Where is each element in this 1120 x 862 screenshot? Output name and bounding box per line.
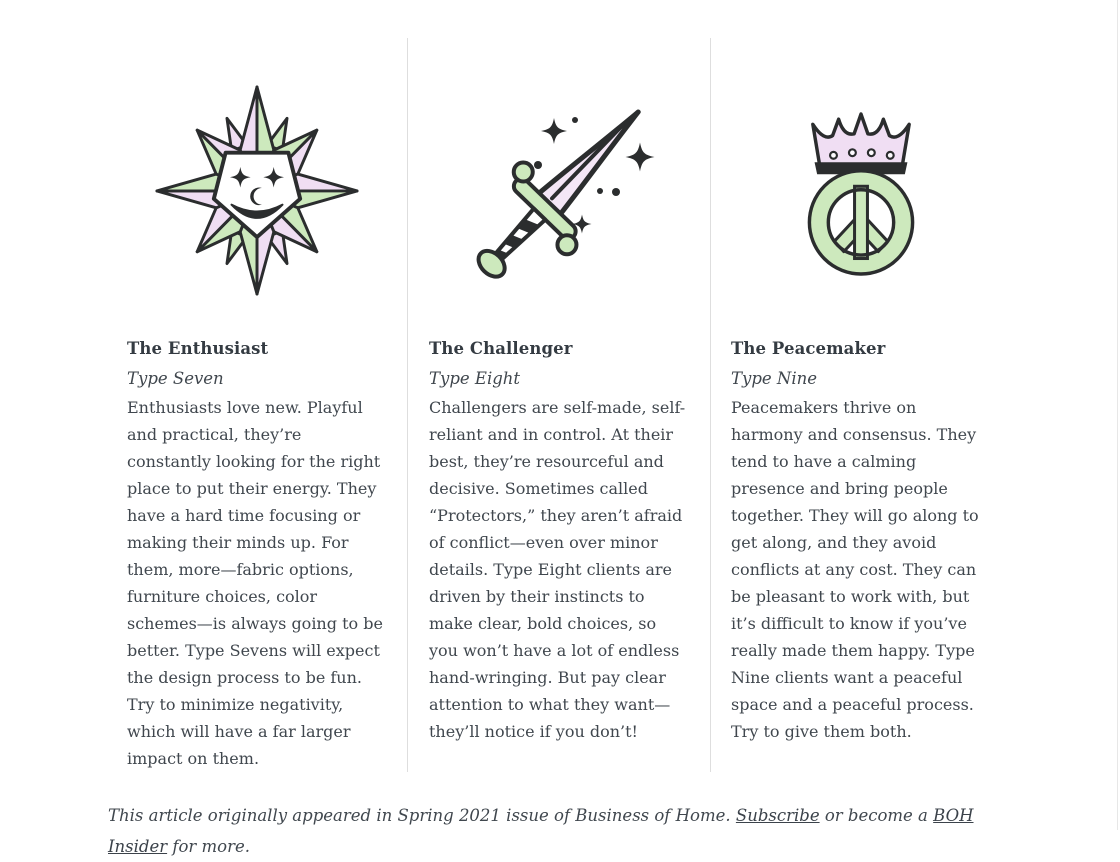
star-face-icon — [154, 77, 360, 299]
sparkle-dot — [612, 188, 620, 196]
article-types-section — [108, 38, 990, 862]
dagger-blade-fuller — [552, 125, 623, 198]
peace-bar — [854, 186, 867, 258]
boh-insider-link[interactable]: BOH Insider — [108, 806, 974, 856]
sparkle-icon — [626, 143, 655, 172]
column-challenger — [407, 38, 710, 772]
peacemaker-type-label: Type Nine — [731, 369, 818, 388]
crown-jewel — [867, 149, 874, 156]
footer-text-before: This article originally appeared in Spring 2021 issue of Business of Home. — [108, 806, 736, 825]
footer-note — [108, 800, 984, 862]
footer-text-mid: or become a — [819, 806, 934, 825]
peacemaker-illustration-box — [731, 38, 990, 338]
enthusiast-type-label: Type Seven — [127, 369, 224, 388]
challenger-illustration-box — [429, 38, 689, 338]
crown-jewel — [886, 152, 893, 159]
sparkle-dot — [534, 161, 542, 169]
crown-jewel — [830, 152, 837, 159]
peacemaker-title: The Peacemaker — [731, 339, 886, 358]
challenger-type-label: Type Eight — [429, 369, 521, 388]
three-column-grid — [108, 38, 990, 772]
crown-jewel — [848, 149, 855, 156]
enthusiast-description: Enthusiasts love new. Playful and practical, they’re constantly looking for the right place to put their energy. They have a hard time focusing or making their minds up. For them, more—fabric options, furniture choices, color schemes—is always going to be better. Type Sevens will expect the design process to be fun. Try to minimize negativity, which will have a far larger impact on them. — [127, 398, 383, 768]
challenger-description: Challengers are self-made, self-reliant and in control. At their best, they’re resourceful and decisive. Sometimes called “Protectors,” they aren’t afraid of conflict—even over minor details. Type Eight clients are driven by their instincts to make clear, bold choices, so you won’t have a lot of endless hand-wringing. But pay clear attention to what they want—they’ll notice if you don’t! — [429, 398, 686, 741]
sparkle-dot — [572, 117, 578, 123]
column-peacemaker — [710, 38, 990, 772]
challenger-title: The Challenger — [429, 339, 573, 358]
page-right-edge — [1117, 0, 1118, 830]
crown — [812, 114, 908, 166]
enthusiast-illustration-box — [127, 38, 386, 338]
enthusiast-title: The Enthusiast — [127, 339, 269, 358]
peace-sign-crown-icon — [775, 93, 947, 283]
footer-text-after: for more. — [167, 837, 251, 856]
column-enthusiast — [108, 38, 407, 772]
sparkle-icon — [541, 118, 567, 144]
subscribe-link[interactable]: Subscribe — [735, 806, 820, 825]
sparkle-dot — [597, 188, 603, 194]
peacemaker-description: Peacemakers thrive on harmony and consensus. They tend to have a calming presence and bring people together. They will go along to get along, and they avoid conflicts at any cost. They can be pleasant to work with, but it’s difficult to know if you’ve really made them happy. Type Nine clients want a peaceful space and a peaceful process. Try to give them both. — [731, 398, 979, 741]
dagger-sparkles-icon — [449, 74, 669, 302]
